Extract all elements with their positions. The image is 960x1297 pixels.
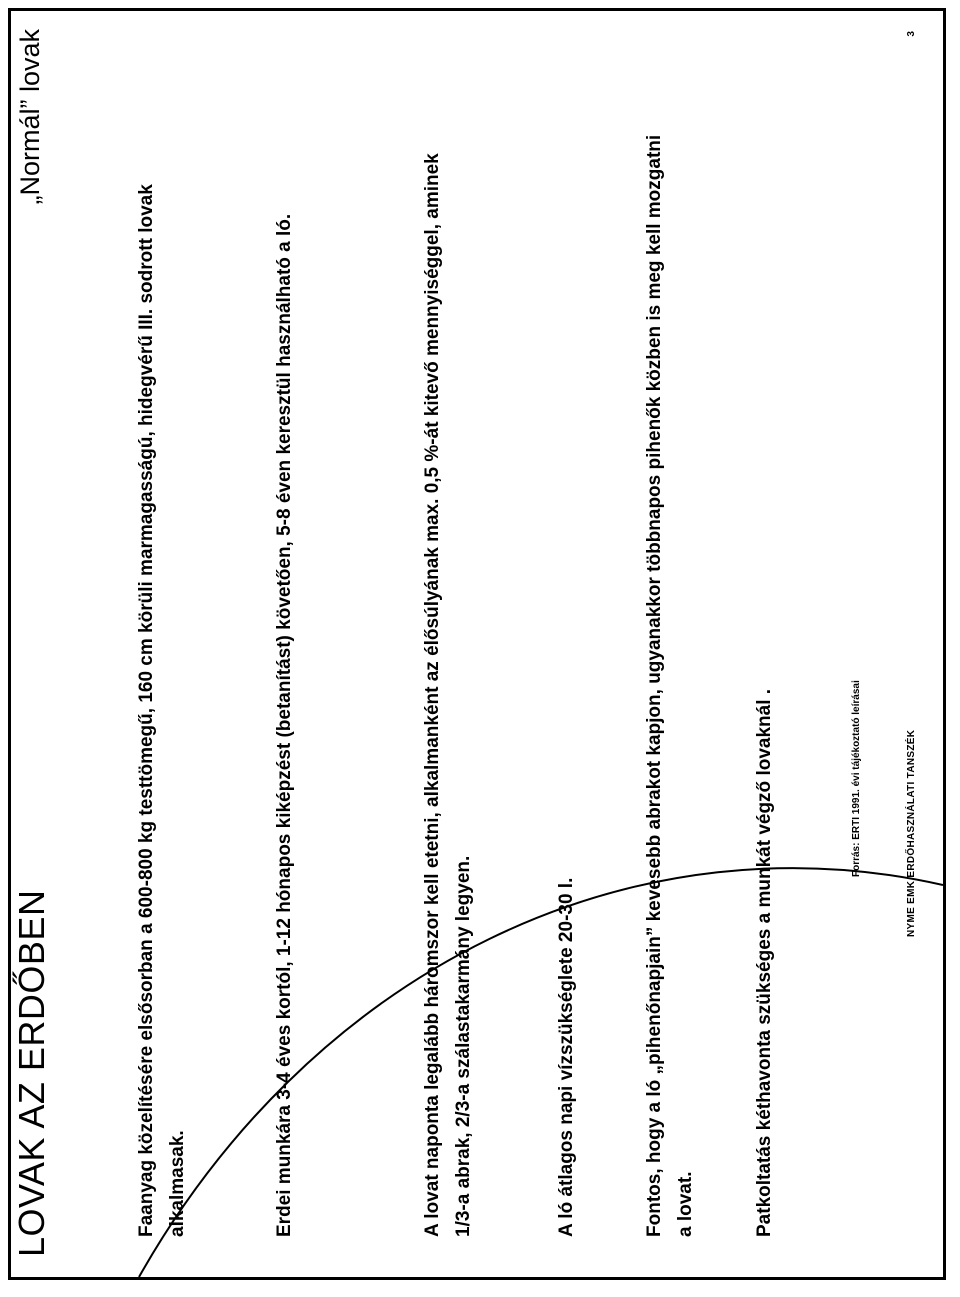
page-number: 3 [906,31,917,37]
paragraph-water-need: A ló átlagos napi vízszükséglete 20-30 l. [556,877,577,1237]
slide-subtitle: „Normál” lovak [15,29,45,205]
slide-frame [8,8,946,1280]
slide-content [11,11,943,1277]
footer-department: NYME EMK ERDŐHASZNÁLATI TANSZÉK [906,729,917,937]
paragraph-work-age: Erdei munkára 3-4 éves kortól, 1-12 hónapos kiképzést (betanítást) követően, 5-8 éven keresztül használható a ló. [274,213,295,1237]
slide-title: LOVAK AZ ERDŐBEN [11,889,52,1257]
paragraph-feeding: A lovat naponta legalább háromszor kell etetni, alkalmanként az élősúlyának max. 0,5 %-át kitevő mennyiséggel, aminek 1/3-a abrak, 2/3-a szálastakarmány legyen. [422,153,474,1237]
source-note: Forrás: ERTI 1991. évi tájékoztató leírásai [851,680,862,877]
paragraph-rest-days: Fontos, hogy a ló „pihenőnapjain” kevesebb abrakot kapjon, ugyanakkor többnapos pihenők közben is meg kell mozgatni a lovat. [644,134,696,1237]
paragraph-timber-skidding: Faanyag közelítésére elsősorban a 600-800 kg testtömegű, 160 cm körüli marmagasságú, hidegvérű III. sodrott lovak alkalmasak. [136,184,188,1237]
paragraph-shoeing: Patkoltatás kéthavonta szükséges a munkát végző lovaknál . [754,688,775,1237]
